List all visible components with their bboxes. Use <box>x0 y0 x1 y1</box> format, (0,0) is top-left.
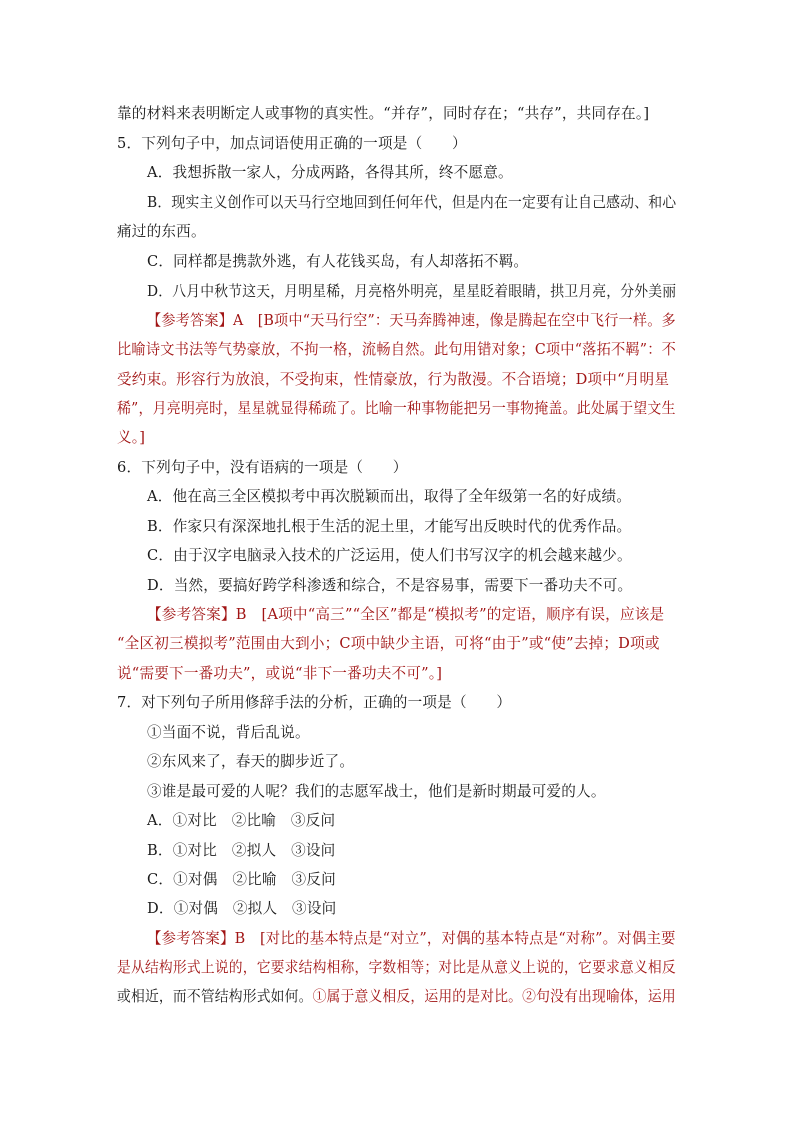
option-a <box>147 487 631 507</box>
line-text-red: ①属于意义相反，运用的是对比。②句没有出现喻体，运用 <box>312 988 676 1005</box>
option-a <box>147 163 513 183</box>
option-d <box>147 282 676 302</box>
option-c <box>147 252 528 272</box>
line-text: 【参考答案】B [A项中“高三”“全区”都是“模拟考”的定语，顺序有误，应该是 <box>147 606 665 623</box>
line-text: 【参考答案】A [B项中“天马行空”：天马奔腾神速，像是腾起在空中飞行一样。多 <box>147 312 676 329</box>
answer-5-continued <box>117 340 676 360</box>
question-6-stem <box>117 458 408 478</box>
line-text: 5．下列句子中，加点词语使用正确的一项是（ ） <box>117 135 467 152</box>
option-d <box>147 576 632 596</box>
line-text: 【参考答案】B [对比的基本特点是“对立”，对偶的基本特点是“对称”。对偶主要 <box>147 930 676 947</box>
line-text: 6．下列句子中，没有语病的一项是（ ） <box>117 459 408 476</box>
answer-7-continued <box>117 958 676 978</box>
answer-6-continued <box>117 664 442 684</box>
line-text: 靠的材料来表明断定人或事物的真实性。“并存”，同时存在；“共存”，共同存在。] <box>117 105 650 122</box>
sentence-2 <box>147 752 354 772</box>
line-text: 或相近，而不管结构形式如何。 <box>117 988 313 1005</box>
text-line <box>117 104 649 124</box>
line-text: 稀”，月亮明亮时，星星就显得稀疏了。比喻一种事物能把另一事物掩盖。此处属于望文生 <box>117 400 676 417</box>
line-text: ②东风来了，春天的脚步近了。 <box>147 753 355 770</box>
option-b <box>147 517 631 537</box>
line-text: ③谁是最可爱的人呢？我们的志愿军战士，他们是新时期最可爱的人。 <box>147 783 606 800</box>
answer-5-continued <box>117 370 669 390</box>
line-text: A．①对比 ②比喻 ③反问 <box>147 812 336 829</box>
option-b <box>147 841 335 861</box>
answer-5-continued <box>117 399 676 419</box>
question-5-stem <box>117 134 467 154</box>
option-b-continued <box>117 222 206 242</box>
question-7-stem <box>117 693 511 713</box>
line-text: B．作家只有深深地扎根于生活的泥土里，才能写出反映时代的优秀作品。 <box>147 518 632 535</box>
line-text: A．他在高三全区模拟考中再次脱颖而出，取得了全年级第一名的好成绩。 <box>147 488 632 505</box>
line-text: “全区初三模拟考”范围由大到小；C项中缺少主语，可将“由于”或“使”去掉；D项或 <box>117 635 660 652</box>
answer-5-continued <box>117 428 145 448</box>
line-text: C．同样都是携款外逃，有人花钱买岛，有人却落拓不羁。 <box>147 253 529 270</box>
answer-5 <box>147 311 676 331</box>
line-text: B．现实主义创作可以天马行空地回到任何年代，但是内在一定要有让自己感动、和心 <box>147 194 677 211</box>
line-text: D．八月中秋节这天，月明星稀，月亮格外明亮，星星眨着眼睛，拱卫月亮，分外美丽 <box>147 283 677 300</box>
option-c <box>147 546 632 566</box>
line-text: 受约束。形容行为放浪，不受拘束，性情豪放，行为散漫。不合语境；D项中“月明星 <box>117 371 670 388</box>
option-d <box>147 899 336 919</box>
line-text: D．①对偶 ②拟人 ③设问 <box>147 900 337 917</box>
line-text: C．由于汉字电脑录入技术的广泛运用，使人们书写汉字的机会越来越少。 <box>147 547 632 564</box>
line-text: ①当面不说，背后乱说。 <box>147 724 310 741</box>
line-text: C．①对偶 ②比喻 ③反问 <box>147 871 336 888</box>
option-b <box>147 193 676 213</box>
sentence-3 <box>147 782 606 802</box>
sentence-1 <box>147 723 310 743</box>
answer-7-continued <box>117 987 676 1007</box>
line-text: 比喻诗文书法等气势豪放，不拘一格，流畅自然。此句用错对象；C项中“落拓不羁”：不 <box>117 341 677 358</box>
line-text: A．我想拆散一家人，分成两路，各得其所，终不愿意。 <box>147 164 513 181</box>
answer-6-continued <box>117 634 660 654</box>
line-text: 是从结构形式上说的，它要求结构相称，字数相等；对比是从意义上说的，它要求意义相反 <box>117 959 676 976</box>
option-c <box>147 870 336 890</box>
answer-6 <box>147 605 664 625</box>
line-text: 义。] <box>117 429 146 446</box>
option-a <box>147 811 335 831</box>
line-text: 说“需要下一番功夫”，或说“非下一番功夫不可”。] <box>117 665 443 682</box>
answer-7 <box>147 929 676 949</box>
line-text: B．①对比 ②拟人 ③设问 <box>147 842 336 859</box>
line-text: 7．对下列句子所用修辞手法的分析，正确的一项是（ ） <box>117 694 512 711</box>
line-text: D．当然，要搞好跨学科渗透和综合，不是容易事，需要下一番功夫不可。 <box>147 577 633 594</box>
line-text: 痛过的东西。 <box>117 223 206 240</box>
